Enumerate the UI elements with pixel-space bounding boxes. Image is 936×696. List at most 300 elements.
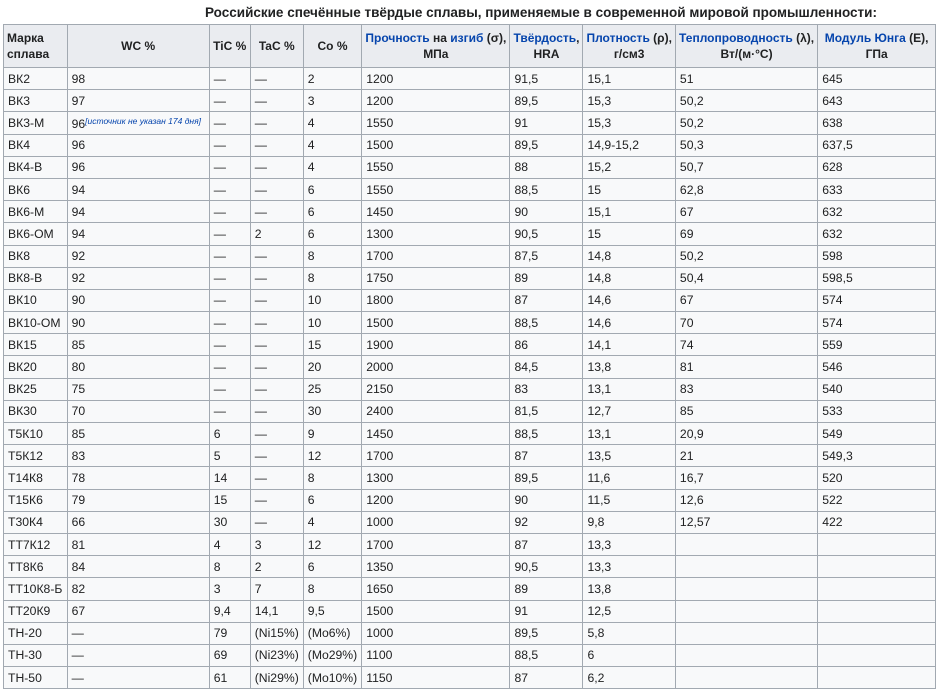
cell-value: 14,8 xyxy=(587,271,612,286)
cell-youngs-modulus xyxy=(818,423,936,445)
cell-hardness xyxy=(510,289,583,311)
header-link[interactable]: Твёрдость xyxy=(513,31,577,45)
cell-value: 96 xyxy=(71,117,86,132)
cell-wc xyxy=(67,134,209,156)
cell-hardness xyxy=(510,201,583,223)
cell-value: 559 xyxy=(822,337,843,352)
cell-youngs-modulus xyxy=(818,556,936,578)
cell-strength xyxy=(362,445,510,467)
cell-co xyxy=(303,223,361,245)
cell-value: (Mo29%) xyxy=(307,648,358,663)
cell-co xyxy=(303,578,361,600)
cell-value: 14,6 xyxy=(587,315,612,330)
cell-value: 6 xyxy=(307,182,315,197)
cell-density xyxy=(583,445,675,467)
cell-value: 540 xyxy=(822,382,843,397)
cell-strength xyxy=(362,511,510,533)
cell-youngs-modulus xyxy=(818,400,936,422)
header-text: Co % xyxy=(317,39,348,53)
cell-wc xyxy=(67,667,209,689)
cell-tac xyxy=(250,644,303,666)
citation-needed-note[interactable]: [источник не указан 174 дня] xyxy=(85,116,201,127)
cell-value: ТТ20К9 xyxy=(8,604,51,619)
cell-value: 15,3 xyxy=(587,115,612,130)
cell-conductivity xyxy=(675,267,817,289)
cell-value: ВК25 xyxy=(8,382,37,397)
header-link[interactable]: Модуль Юнга xyxy=(824,31,906,45)
cell-value: 25 xyxy=(307,382,322,397)
cell-wc xyxy=(67,578,209,600)
cell-value: 67 xyxy=(679,204,694,219)
cell-value: 574 xyxy=(822,293,843,308)
cell-brand xyxy=(4,334,68,356)
cell-value: 422 xyxy=(822,515,843,530)
cell-value: 2400 xyxy=(366,404,394,419)
cell-value: 94 xyxy=(71,226,86,241)
cell-value: 15,1 xyxy=(587,71,612,86)
cell-value: 87 xyxy=(514,670,529,685)
cell-wc xyxy=(67,489,209,511)
cell-wc xyxy=(67,600,209,622)
cell-value: Т15К6 xyxy=(8,493,43,508)
cell-wc xyxy=(67,178,209,200)
cell-value: 6 xyxy=(307,204,315,219)
cell-tac xyxy=(250,289,303,311)
cell-strength xyxy=(362,622,510,644)
cell-value: (Mo6%) xyxy=(307,626,351,641)
cell-value: 1750 xyxy=(366,271,394,286)
cell-value: 1500 xyxy=(366,604,394,619)
cell-youngs-modulus xyxy=(818,312,936,334)
cell-youngs-modulus xyxy=(818,578,936,600)
cell-tac xyxy=(250,400,303,422)
cell-youngs-modulus xyxy=(818,112,936,134)
cell-value: 637,5 xyxy=(822,138,853,153)
cell-value: 81 xyxy=(679,360,694,375)
cell-density xyxy=(583,533,675,555)
cell-value: 1900 xyxy=(366,337,394,352)
cell-youngs-modulus xyxy=(818,289,936,311)
cell-wc xyxy=(67,289,209,311)
cell-value: 598 xyxy=(822,249,843,264)
cell-value: 85 xyxy=(679,404,694,419)
cell-value: 83 xyxy=(679,382,694,397)
cell-co xyxy=(303,600,361,622)
cell-tac xyxy=(250,423,303,445)
cell-value: 8 xyxy=(213,559,221,574)
cell-hardness xyxy=(510,245,583,267)
cell-hardness xyxy=(510,533,583,555)
cell-value: 11,5 xyxy=(587,493,611,508)
cell-youngs-modulus xyxy=(818,223,936,245)
cell-value: 522 xyxy=(822,493,843,508)
cell-wc xyxy=(67,622,209,644)
cell-conductivity xyxy=(675,178,817,200)
cell-hardness xyxy=(510,90,583,112)
cell-value: 91 xyxy=(514,115,529,130)
cell-value: 638 xyxy=(822,115,843,130)
cell-density xyxy=(583,556,675,578)
cell-value: ВК6-ОМ xyxy=(8,226,54,241)
cell-conductivity xyxy=(675,423,817,445)
cell-value: 14,9-15,2 xyxy=(587,138,639,153)
cell-value: Т5К12 xyxy=(8,448,43,463)
cell-value: Т5К10 xyxy=(8,426,43,441)
cell-value: ТТ8К6 xyxy=(8,559,44,574)
cell-co xyxy=(303,445,361,467)
table-row xyxy=(4,511,936,533)
cell-value: 21 xyxy=(679,448,694,463)
cell-value: 50,3 xyxy=(679,138,704,153)
column-header-conductivity xyxy=(675,25,817,68)
cell-value: — xyxy=(254,204,267,219)
cell-value: 13,8 xyxy=(587,360,612,375)
cell-youngs-modulus xyxy=(818,245,936,267)
cell-value: 8 xyxy=(307,581,315,596)
cell-tac xyxy=(250,556,303,578)
cell-hardness xyxy=(510,334,583,356)
cell-co xyxy=(303,267,361,289)
cell-brand xyxy=(4,489,68,511)
cell-value: — xyxy=(213,93,226,108)
cell-value: ТН-20 xyxy=(8,626,42,641)
cell-density xyxy=(583,156,675,178)
cell-value: 6 xyxy=(213,426,221,441)
cell-hardness xyxy=(510,178,583,200)
cell-value: — xyxy=(213,360,226,375)
cell-tac xyxy=(250,178,303,200)
cell-value: 9 xyxy=(307,426,315,441)
cell-hardness xyxy=(510,68,583,90)
cell-value: — xyxy=(254,249,267,264)
cell-value: 4 xyxy=(307,115,315,130)
header-text: , xyxy=(576,31,580,45)
cell-youngs-modulus xyxy=(818,467,936,489)
cell-value: 87 xyxy=(514,537,529,552)
cell-value: 645 xyxy=(822,71,843,86)
cell-tic xyxy=(209,467,250,489)
cell-value: 61 xyxy=(213,670,228,685)
cell-value: 7 xyxy=(254,581,262,596)
cell-strength xyxy=(362,90,510,112)
table-row xyxy=(4,112,936,134)
cell-value: 12 xyxy=(307,448,322,463)
cell-value: 89 xyxy=(514,271,529,286)
cell-value: — xyxy=(254,360,267,375)
cell-value: — xyxy=(254,182,267,197)
cell-co xyxy=(303,90,361,112)
table-row xyxy=(4,334,936,356)
cell-strength xyxy=(362,400,510,422)
cell-co xyxy=(303,156,361,178)
cell-value: Т14К8 xyxy=(8,470,43,485)
cell-tic xyxy=(209,356,250,378)
cell-value: 92 xyxy=(514,515,529,530)
table-row xyxy=(4,223,936,245)
cell-value: 79 xyxy=(213,626,228,641)
cell-value: — xyxy=(213,182,226,197)
cell-value: 67 xyxy=(679,293,694,308)
column-header-hardness xyxy=(510,25,583,68)
cell-tac xyxy=(250,378,303,400)
cell-value: 30 xyxy=(307,404,322,419)
cell-value: ВК15 xyxy=(8,337,37,352)
cell-hardness xyxy=(510,600,583,622)
cell-value: 6 xyxy=(307,226,315,241)
cell-conductivity xyxy=(675,378,817,400)
cell-value: 9,4 xyxy=(213,604,231,619)
cell-value: 30 xyxy=(213,515,228,530)
cell-tac xyxy=(250,667,303,689)
cell-brand xyxy=(4,289,68,311)
cell-conductivity xyxy=(675,667,817,689)
cell-hardness xyxy=(510,445,583,467)
column-header-youngs-modulus xyxy=(818,25,936,68)
cell-value: 3 xyxy=(213,581,221,596)
cell-youngs-modulus xyxy=(818,267,936,289)
cell-tic xyxy=(209,445,250,467)
table-row xyxy=(4,489,936,511)
cell-youngs-modulus xyxy=(818,445,936,467)
cell-density xyxy=(583,644,675,666)
cell-value: 5,8 xyxy=(587,626,605,641)
cell-value: 85 xyxy=(71,426,86,441)
cell-wc xyxy=(67,556,209,578)
cell-value: ВК3 xyxy=(8,93,31,108)
cell-wc xyxy=(67,156,209,178)
header-text: TaC % xyxy=(258,39,295,53)
cell-value: 12 xyxy=(307,537,322,552)
cell-value: — xyxy=(71,670,84,685)
cell-value: Т30К4 xyxy=(8,515,43,530)
cell-wc xyxy=(67,400,209,422)
cell-tic xyxy=(209,667,250,689)
cell-brand xyxy=(4,245,68,267)
cell-value: 2 xyxy=(254,226,262,241)
cell-value: 8 xyxy=(307,271,315,286)
cell-value: 74 xyxy=(679,337,694,352)
cell-value: 91,5 xyxy=(514,71,539,86)
cell-value: 10 xyxy=(307,315,322,330)
cell-youngs-modulus xyxy=(818,622,936,644)
cell-density xyxy=(583,178,675,200)
cell-value: 1200 xyxy=(366,493,394,508)
cell-tic xyxy=(209,178,250,200)
cell-brand xyxy=(4,112,68,134)
cell-density xyxy=(583,467,675,489)
cell-strength xyxy=(362,667,510,689)
table-body xyxy=(4,68,936,689)
cell-youngs-modulus xyxy=(818,68,936,90)
cell-value: 15 xyxy=(213,493,228,508)
cell-brand xyxy=(4,600,68,622)
cell-value: 2000 xyxy=(366,360,394,375)
cell-co xyxy=(303,400,361,422)
cell-conductivity xyxy=(675,600,817,622)
cell-density xyxy=(583,667,675,689)
cell-strength xyxy=(362,201,510,223)
cell-value: 88,5 xyxy=(514,315,539,330)
cell-youngs-modulus xyxy=(818,489,936,511)
cell-hardness xyxy=(510,223,583,245)
cell-brand xyxy=(4,356,68,378)
cell-value: 79 xyxy=(71,493,86,508)
cell-co xyxy=(303,622,361,644)
cell-value: (Ni29%) xyxy=(254,670,299,685)
table-row xyxy=(4,622,936,644)
cell-value: 83 xyxy=(514,382,529,397)
cell-density xyxy=(583,400,675,422)
column-header-brand xyxy=(4,25,68,68)
cell-value: 85 xyxy=(71,337,86,352)
table-row xyxy=(4,289,936,311)
cell-value: ВК10 xyxy=(8,293,37,308)
cell-value: 90,5 xyxy=(514,226,539,241)
cell-brand xyxy=(4,467,68,489)
cell-co xyxy=(303,667,361,689)
cell-tic xyxy=(209,533,250,555)
cell-value: 1300 xyxy=(366,226,394,241)
cell-conductivity xyxy=(675,556,817,578)
cell-tic xyxy=(209,378,250,400)
cell-value: — xyxy=(254,493,267,508)
table-row xyxy=(4,312,936,334)
cell-value: 15,1 xyxy=(587,204,612,219)
cell-strength xyxy=(362,134,510,156)
cell-tic xyxy=(209,578,250,600)
cell-value: ВК4-В xyxy=(8,160,43,175)
cell-density xyxy=(583,68,675,90)
header-link[interactable]: Теплопроводность xyxy=(679,31,793,45)
cell-value: 98 xyxy=(71,71,86,86)
cell-value: ВК8 xyxy=(8,249,31,264)
cell-tac xyxy=(250,267,303,289)
cell-value: ВК8-В xyxy=(8,271,43,286)
cell-value: 12,57 xyxy=(679,515,711,530)
cell-co xyxy=(303,489,361,511)
cell-youngs-modulus xyxy=(818,334,936,356)
cell-youngs-modulus xyxy=(818,178,936,200)
header-text: WC % xyxy=(121,39,156,53)
cell-brand xyxy=(4,667,68,689)
cell-density xyxy=(583,423,675,445)
cell-value: — xyxy=(254,93,267,108)
cell-value: 87 xyxy=(514,293,529,308)
cell-value: 13,5 xyxy=(587,448,612,463)
cell-conductivity xyxy=(675,533,817,555)
cell-value: 1500 xyxy=(366,315,394,330)
cell-wc xyxy=(67,356,209,378)
header-text: ГПа xyxy=(865,47,888,61)
cell-strength xyxy=(362,267,510,289)
cell-density xyxy=(583,267,675,289)
table-row xyxy=(4,644,936,666)
cell-brand xyxy=(4,312,68,334)
cell-conductivity xyxy=(675,68,817,90)
cell-value: ТН-50 xyxy=(8,670,42,685)
cell-hardness xyxy=(510,423,583,445)
cell-hardness xyxy=(510,312,583,334)
cell-value: 16,7 xyxy=(679,470,704,485)
header-link[interactable]: Плотность xyxy=(586,31,650,45)
cell-value: 632 xyxy=(822,204,843,219)
header-text: сплава xyxy=(7,47,50,61)
cell-value: — xyxy=(213,115,226,130)
cell-value: 13,8 xyxy=(587,581,612,596)
cell-value: 1300 xyxy=(366,470,394,485)
cell-tac xyxy=(250,356,303,378)
cell-value: 66 xyxy=(71,515,86,530)
header-link[interactable]: изгиб xyxy=(450,31,484,45)
cell-value: 70 xyxy=(679,315,694,330)
table-row xyxy=(4,156,936,178)
cell-conductivity xyxy=(675,112,817,134)
header-text: г/см3 xyxy=(613,47,645,61)
cell-value: 88 xyxy=(514,160,529,175)
cell-tic xyxy=(209,556,250,578)
cell-density xyxy=(583,112,675,134)
cell-value: — xyxy=(213,293,226,308)
cell-value: — xyxy=(254,138,267,153)
cell-value: 96 xyxy=(71,160,86,175)
cell-wc xyxy=(67,68,209,90)
cell-value: 87,5 xyxy=(514,249,539,264)
header-text: МПа xyxy=(423,47,449,61)
table-row xyxy=(4,423,936,445)
cell-value: 12,5 xyxy=(587,604,612,619)
cell-value: — xyxy=(71,626,84,641)
cell-value: 643 xyxy=(822,93,843,108)
cell-density xyxy=(583,289,675,311)
cell-hardness xyxy=(510,578,583,600)
cell-value: 50,2 xyxy=(679,249,704,264)
cell-strength xyxy=(362,334,510,356)
cell-tac xyxy=(250,578,303,600)
cell-value: 89,5 xyxy=(514,470,539,485)
cell-hardness xyxy=(510,511,583,533)
cell-conductivity xyxy=(675,400,817,422)
cell-value: 3 xyxy=(307,93,315,108)
cell-youngs-modulus xyxy=(818,156,936,178)
cell-wc xyxy=(67,312,209,334)
cell-value: 1350 xyxy=(366,559,394,574)
cell-value: ВК3-М xyxy=(8,115,45,130)
cell-value: — xyxy=(213,315,226,330)
cell-density xyxy=(583,245,675,267)
cell-wc xyxy=(67,90,209,112)
cell-strength xyxy=(362,533,510,555)
cell-value: 1700 xyxy=(366,448,394,463)
cell-tac xyxy=(250,156,303,178)
cell-value: — xyxy=(254,293,267,308)
cell-youngs-modulus xyxy=(818,134,936,156)
cell-wc xyxy=(67,445,209,467)
cell-strength xyxy=(362,578,510,600)
cell-tac xyxy=(250,467,303,489)
cell-co xyxy=(303,378,361,400)
cell-co xyxy=(303,533,361,555)
cell-value: 78 xyxy=(71,470,86,485)
cell-co xyxy=(303,556,361,578)
cell-value: — xyxy=(254,470,267,485)
table-row xyxy=(4,178,936,200)
cell-value: — xyxy=(213,337,226,352)
cell-density xyxy=(583,578,675,600)
cell-value: 4 xyxy=(307,160,315,175)
header-link[interactable]: Прочность xyxy=(365,31,430,45)
column-header-tac xyxy=(250,25,303,68)
cell-tac xyxy=(250,489,303,511)
